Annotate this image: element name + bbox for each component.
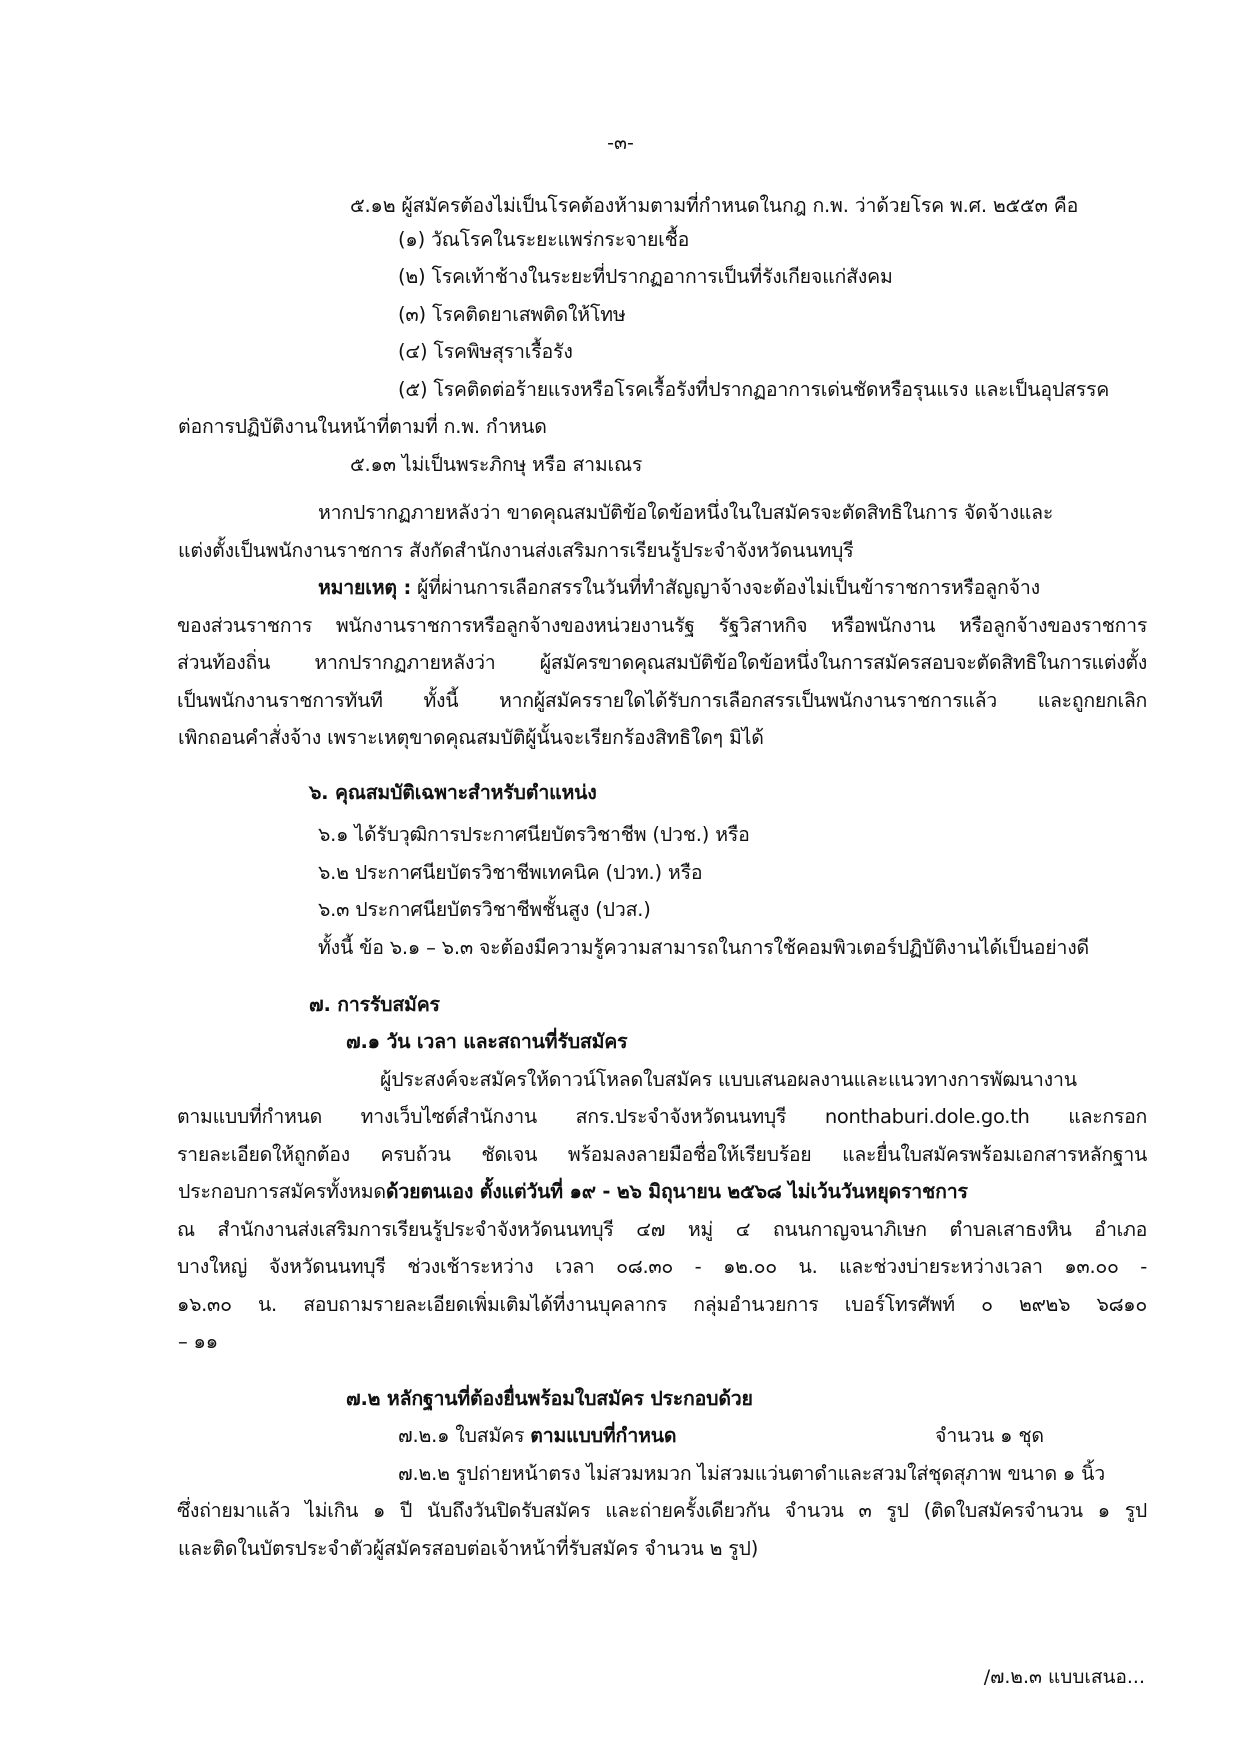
note-line5: เพิกถอนคำสั่งจ้าง เพราะเหตุขาดคุณสมบัติผู้นั้นจะเรียกร้องสิทธิใดๆ มิได้	[178, 726, 764, 749]
note-line3: ส่วนท้องถิ่น หากปรากฏภายหลังว่า ผู้สมัครขาดคุณสมบัติข้อใดข้อหนึ่งในการสมัครสอบจะตัดสิทธิในการแต่งตั้ง	[177, 651, 1147, 674]
application-line5: ณ สำนักงานส่งเสริมการเรียนรู้ประจำจังหวัดนนทบุรี ๔๗ หมู่ ๔ ถนนกาญจนาภิเษก ตำบลเสาธงหิน อำเภอ	[177, 1218, 1147, 1241]
continuation-footer: /๗.๒.๓ แบบเสนอ...	[983, 1666, 1145, 1688]
section-7-heading: ๗. การรับสมัคร	[309, 993, 440, 1016]
evidence-7-2-1	[398, 1421, 676, 1451]
evidence-7-2-2-line1: ๗.๒.๒ รูปถ่ายหน้าตรง ไม่สวมหมวก ไม่สวมแว่นตาดำและสวมใส่ชุดสุภาพ ขนาด ๑ นิ้ว	[398, 1462, 1105, 1485]
disqualify-paragraph-line2: แต่งตั้งเป็นพนักงานราชการ สังกัดสำนักงานส่งเสริมการเรียนรู้ประจำจังหวัดนนทบุรี	[178, 539, 854, 562]
disease-4: (๔) โรคพิษสุราเรื้อรัง	[398, 340, 573, 363]
application-line1: ผู้ประสงค์จะสมัครให้ดาวน์โหลดใบสมัคร แบบเสนอผลงานและแนวทางการพัฒนางาน	[380, 1068, 1077, 1091]
disease-3: (๓) โรคติดยาเสพติดให้โทษ	[398, 303, 626, 326]
section-6-heading: ๖. คุณสมบัติเฉพาะสำหรับตำแหน่ง	[309, 781, 597, 804]
clause-5-12: ๕.๑๒ ผู้สมัครต้องไม่เป็นโรคต้องห้ามตามที่กำหนดในกฎ ก.พ. ว่าด้วยโรค พ.ศ. ๒๕๕๓ คือ	[350, 194, 1079, 217]
disqualify-paragraph-line1: หากปรากฏภายหลังว่า ขาดคุณสมบัติข้อใดข้อหนึ่งในใบสมัครจะตัดสิทธิในการ จัดจ้างและ	[318, 501, 1054, 524]
note-text: ผู้ที่ผ่านการเลือกสรรในวันที่ทำสัญญาจ้างจะต้องไม่เป็นข้าราชการหรือลูกจ้าง	[411, 576, 1040, 599]
evidence-7-2-2-line2: ซึ่งถ่ายมาแล้ว ไม่เกิน ๑ ปี นับถึงวันปิดรับสมัคร และถ่ายครั้งเดียวกัน จำนวน ๓ รูป (ติดใบสมัครจำนวน ๑ รูป	[177, 1499, 1147, 1522]
application-line7: ๑๖.๓๐ น. สอบถามรายละเอียดเพิ่มเติมได้ที่งานบุคลากร กลุ่มอำนวยการ เบอร์โทรศัพท์ ๐ ๒๙๒๖ ๖๘๑๐	[177, 1293, 1147, 1316]
section-7-1-heading: ๗.๑ วัน เวลา และสถานที่รับสมัคร	[346, 1030, 628, 1053]
section-7-2-heading: ๗.๒ หลักฐานที่ต้องยื่นพร้อมใบสมัคร ประกอบด้วย	[346, 1387, 753, 1410]
application-dates: ด้วยตนเอง ตั้งแต่วันที่ ๑๙ - ๒๖ มิถุนายน ๒๕๖๘ ไม่เว้นวันหยุดราชการ	[385, 1180, 968, 1203]
evidence-7-2-1-plain: ๗.๒.๑ ใบสมัคร	[398, 1424, 531, 1447]
note-line2: ของส่วนราชการ พนักงานราชการหรือลูกจ้างของหน่วยงานรัฐ รัฐวิสาหกิจ หรือพนักงาน หรือลูกจ้างของราชการ	[177, 614, 1147, 637]
application-line4-plain: ประกอบการสมัครทั้งหมด	[178, 1180, 386, 1203]
evidence-7-2-1-bold: ตามแบบที่กำหนด	[530, 1424, 677, 1447]
disease-2: (๒) โรคเท้าช้างในระยะที่ปรากฏอาการเป็นที่รังเกียจแก่สังคม	[398, 265, 893, 288]
application-line8: – ๑๑	[178, 1330, 218, 1353]
qualification-summary: ทั้งนี้ ข้อ ๖.๑ – ๖.๓ จะต้องมีความรู้ความสามารถในการใช้คอมพิวเตอร์ปฏิบัติงานได้เป็นอย่างดี	[318, 936, 1089, 959]
disease-5: (๕) โรคติดต่อร้ายแรงหรือโรคเรื้อรังที่ปรากฏอาการเด่นชัดหรือรุนแรง และเป็นอุปสรรค	[398, 378, 1110, 401]
note-line4: เป็นพนักงานราชการทันที ทั้งนี้ หากผู้สมัครรายใดได้รับการเลือกสรรเป็นพนักงานราชการแล้ว และถูกยกเลิก	[177, 689, 1147, 712]
note-line1	[318, 573, 1040, 603]
qualification-6-3: ๖.๓ ประกาศนียบัตรวิชาชีพชั้นสูง (ปวส.)	[318, 898, 651, 921]
evidence-7-2-1-quantity: จำนวน ๑ ชุด	[935, 1424, 1044, 1447]
application-line6: บางใหญ่ จังหวัดนนทบุรี ช่วงเช้าระหว่าง เวลา ๐๘.๓๐ - ๑๒.๐๐ น. และช่วงบ่ายระหว่างเวลา ๑๓.๐๐ -	[177, 1255, 1147, 1278]
application-line2: ตามแบบที่กำหนด ทางเว็บไซต์สำนักงาน สกร.ประจำจังหวัดนนทบุรี nonthaburi.dole.go.th และกรอก	[177, 1105, 1147, 1128]
disease-5-continued: ต่อการปฏิบัติงานในหน้าที่ตามที่ ก.พ. กำหนด	[178, 415, 547, 438]
evidence-7-2-2-line3: และติดในบัตรประจำตัวผู้สมัครสอบต่อเจ้าหน้าที่รับสมัคร จำนวน ๒ รูป)	[178, 1537, 759, 1560]
qualification-6-1: ๖.๑ ได้รับวุฒิการประกาศนียบัตรวิชาชีพ (ปวช.) หรือ	[318, 823, 750, 846]
page-number: -๓-	[607, 132, 634, 154]
qualification-6-2: ๖.๒ ประกาศนียบัตรวิชาชีพเทคนิค (ปวท.) หรือ	[318, 861, 703, 884]
clause-5-13: ๕.๑๓ ไม่เป็นพระภิกษุ หรือ สามเณร	[350, 453, 643, 476]
note-label: หมายเหตุ :	[318, 576, 412, 599]
application-line4	[178, 1177, 968, 1207]
disease-1: (๑) วัณโรคในระยะแพร่กระจายเชื้อ	[398, 228, 690, 251]
application-line3: รายละเอียดให้ถูกต้อง ครบถ้วน ชัดเจน พร้อมลงลายมือชื่อให้เรียบร้อย และยื่นใบสมัครพร้อมเอกสารหลักฐาน	[177, 1143, 1147, 1166]
